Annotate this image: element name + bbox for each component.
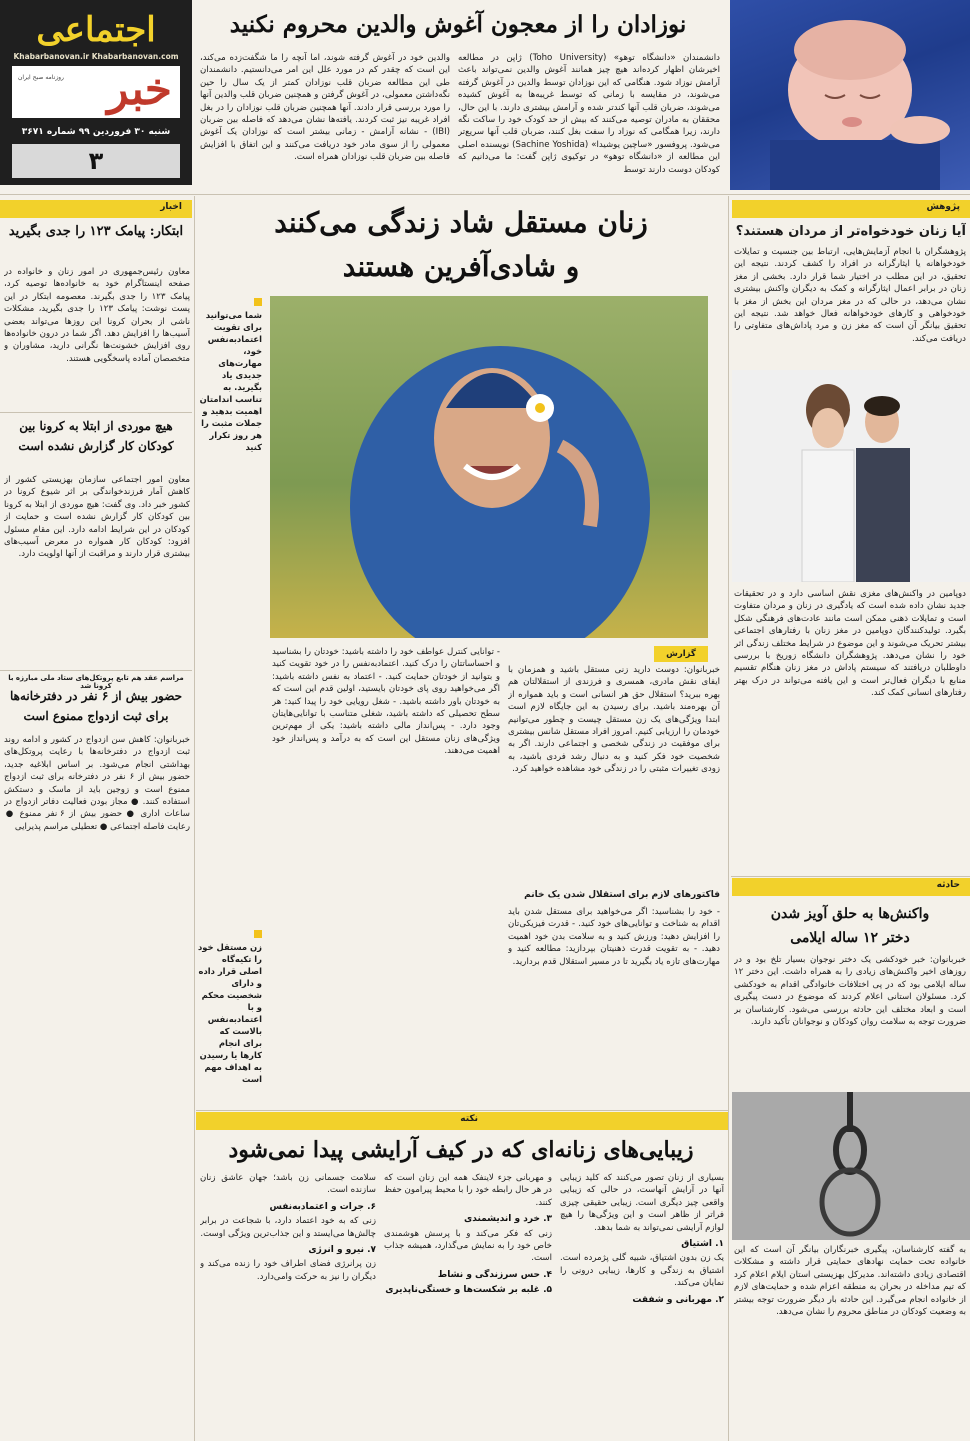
news-h3-kicker: مراسم عقد هم تابع پروتکل‌های ستاد ملی مبارزه با کرونا شد bbox=[8, 674, 184, 690]
top-story-col2: والدین خود در آغوش گرفته شوند، اما آنچه را ما شگفت‌زده می‌کند، این است که چقدر کم در مورد علل این امر می‌دانستیم. دانشمندان طی این مطالعه ضربان قلب نوزادان کمتر از یک سال را حین نگه‌داشتن معمولی، در آغوش گرفتن و همچنین ضربان قلب والدین آنها را مورد بررسی قرار دادند. آنها همچنین ضربان قلب نوزادان را در بغل افراد غریبه نیز ثبت کردند. یافته‌ها نشان می‌دهد که فاصله بین ضربان (IBI) - نشانه آرامش - زمانی بیشتر است که نوزادان یک آغوش معمولی را از سوی مادر خود دریافت می‌کنند و این اتفاق با افزایش فاصله بین ضربان قلب نوزادان همراه است. bbox=[200, 53, 450, 163]
logo: خبر bbox=[107, 64, 172, 115]
woman-illustration bbox=[270, 296, 708, 638]
research-title: آیا زنان خودخواه‌تر از مردان هستند؟ bbox=[735, 224, 966, 239]
incident-p2: به گفته کارشناسان، پیگیری خبرنگاران بیانگر آن است که این خانواده تحت حمایت نهادهای حمایتی قرار داشته و مشکلات اقتصادی زیادی داشته‌اند. مدیرکل بهزیستی استان ایلام اعلام کرد که تیم مداخله در بحران به منطقه اعزام شده و حمایت‌های لازم از خانواده انجام می‌گیرد. این حادثه بار دیگر ضرورت توجه بیشتر به وضعیت کودکان در مناطق محروم را نشان می‌دهد. bbox=[734, 1245, 966, 1318]
noose-photo bbox=[732, 1092, 970, 1240]
main-headline-1: زنان مستقل شاد زندگی می‌کنند bbox=[274, 206, 648, 239]
bottom-col1b-text: یک زن بدون اشتیاق، شبیه گلی پژمرده است. اشتیاق به زندگی و کارها، زیبایی درونی را نمایان می‌کند. bbox=[560, 1253, 724, 1289]
news-label-bar bbox=[0, 200, 192, 218]
pull-quote-text: شما می‌توانید برای تقویت اعتمادبه‌نفس خود، مهارت‌های جدیدی یاد بگیرید. به تناسب اندامتان اهمیت بدهید و جملات مثبت را هر روز تکرار کنید bbox=[199, 310, 262, 452]
bottom-headline: زیبایی‌های زنانه‌ای که در کیف آرایشی پیدا نمی‌شود bbox=[228, 1137, 694, 1163]
report-label-text: گزارش bbox=[666, 649, 696, 659]
bottom-s1: ۱. اشتیاق bbox=[681, 1239, 724, 1250]
main-col1: خبربانوان: دوست دارید زنی مستقل باشید و همزمان با ایفای نقش مادری، همسری و فرزندی از استقلالتان هم بهره ببرید؟ استقلال حق هر انسانی است و باید همواره از آن بهره‌مند باشید. برای رسیدن به این جایگاه لازم است ابتدا ویژگی‌های یک زن مستقل چیست و چطور می‌توانیم خودمان را ارزیابی کنیم. امروز افراد مستقل شانس بیشتری برای موفقیت در زندگی شخصی و اجتماعی دارند. اگر به شخصیت خود فکر کنید و به دنبال رشد فردی باشید، به زودی تغییرات مثبتی را در زندگی خود مشاهده خواهید کرد. bbox=[508, 665, 720, 775]
research-p2: دوپامین در واکنش‌های مغزی نقش اساسی دارد و در تحقیقات جدید نشان داده شده است که یادگیری در زنان و مردان متفاوت است و تمایلات ذهنی ممکن است مانند عادت‌های فرهنگی شکل بگیرد. تولیدکنندگان دوپامین در مغز زنان با رفتارهای اجتماعی بیشتر تحریک می‌شوند و این موضوع در شرایط مختلف زندگی اثر خود را نشان می‌دهد. پژوهشگران دانشگاه زوریخ با بررسی داوطلبان دریافتند که سیستم پاداش در مغز زنان هنگام تقسیم منابع با دیگران فعال‌تر است و این یافته می‌تواند در درک بهتر رفتارهای انسانی کمک کند. bbox=[734, 589, 966, 699]
bottom-col3 bbox=[200, 1172, 376, 1438]
section-title: اجتماعی bbox=[36, 10, 156, 50]
woman-photo bbox=[270, 296, 708, 638]
side-quote-text: زن مستقل خود را تکیه‌گاه اصلی قرار داده و دارای شخصیت محکم و با اعتمادبه‌نفس بالاست که برای انجام کارها یا رسیدن به اهداف مهم است bbox=[198, 942, 262, 1084]
news-p1: معاون رئیس‌جمهوری در امور زنان و خانواده در صفحه اینستاگرام خود به خانواده‌ها توصیه کرد، پیامک ۱۲۳ را جدی بگیرند. معصومه ابتکار در این پست نوشت: پیامک ۱۲۳ را جدی بگیرید، مشکلات ناشی از بحران کرونا این روزها می‌تواند بعضی آسیب‌ها را افزایش دهد. اگر شما در درون خانواده‌ها روی افزایش خشونت‌ها نگرانی دارید، مشاوران و متخصصان آماده پاسخگویی هستند. bbox=[4, 267, 190, 364]
bottom-s4: ۴. حس سرزندگی و نشاط bbox=[437, 1269, 552, 1280]
incident-title-2: دختر ۱۲ ساله ایلامی bbox=[790, 930, 910, 946]
logo-subtitle: روزنامه صبح ایران bbox=[18, 74, 64, 81]
news-h2: هیچ موردی از ابتلا به کرونا بین کودکان کار گزارش نشده است bbox=[18, 419, 174, 453]
logo-box bbox=[12, 66, 180, 118]
bottom-col3-text: سلامت جسمانی زن باشد؛ جهان عاشق زنان سازنده است. bbox=[200, 1173, 376, 1196]
bottom-s5: ۵. غلبه بر شکست‌ها و خستگی‌ناپذیری bbox=[385, 1285, 552, 1296]
masthead bbox=[0, 0, 192, 185]
square-bullet-icon bbox=[254, 298, 262, 306]
research-label: پژوهش bbox=[926, 202, 960, 212]
bottom-col1 bbox=[560, 1172, 724, 1438]
bottom-col3c-text: زن پرانرژی فضای اطراف خود را زنده می‌کند و دیگران را نیز به حرکت وامی‌دارد. bbox=[200, 1259, 376, 1282]
bottom-s3: ۳. خرد و اندیشمندی bbox=[464, 1214, 552, 1225]
bottom-s6: ۶. جرات و اعتمادبه‌نفس bbox=[269, 1201, 376, 1212]
main-col1b: - خود را بشناسید: اگر می‌خواهید برای مستقل شدن باید اقدام به شناخت و توانایی‌های خود کنید. - قدرت فیزیکی‌تان را افزایش دهید: ورزش کنید و به سلامت بدن خود اهمیت دهید. - به تقویت قدرت ذهنیتان بپردازید: مطالعه کنید و مهارت‌های تازه یاد بگیرید تا در مسیر استقلال قدم بردارید. bbox=[508, 907, 720, 967]
bottom-col3b-text: زنی که به خود اعتماد دارد، با شجاعت در برابر چالش‌ها می‌ایستد و این جذاب‌ترین ویژگی اوست. bbox=[200, 1216, 376, 1239]
bottom-col2b-text: زنی که فکر می‌کند و با پرسش هوشمندی خاص خود را به نمایش می‌گذارد، همیشه جذاب است. bbox=[384, 1228, 552, 1264]
pull-quote bbox=[198, 298, 262, 458]
top-story-headline: نوزادان را از معجون آغوش والدین محروم نکنید bbox=[229, 11, 687, 38]
bottom-s2: ۲. مهربانی و شفقت bbox=[632, 1294, 724, 1305]
news-p3: خبربانوان: کاهش سن ازدواج در کشور و ادامه روند ثبت ازدواج در دفترخانه‌ها با رعایت پروتکل‌های بهداشتی انجام می‌شود. بر اساس ابلاغیه جدید، حضور بیش از ۶ نفر در دفترخانه برای ثبت ازدواج ممنوع است و زوجین باید از ماسک و دستکش استفاده کنند. ● مجاز بودن فعالیت دفاتر ازدواج در ساعات اداری ● حضور بیش از ۶ نفر ممنوع ● رعایت فاصله اجتماعی ● تعطیلی مراسم پذیرایی bbox=[4, 735, 190, 832]
tip-label: نکته bbox=[460, 1114, 478, 1124]
square-bullet-icon-2 bbox=[254, 930, 262, 938]
news-p2: معاون امور اجتماعی سازمان بهزیستی کشور از کاهش آمار فرزندخواندگی بر اثر شیوع کرونا در کشور خبر داد. وی گفت: هیچ موردی از ابتلا به کرونا بین کودکان کار گزارش نشده است و حمایت از کودکان در این شرایط ادامه دارد. این مقام مسئول افزود: کودکان کار همواره در معرض آسیب‌های بیشتری قرار دارند و مراقبت از آنها اولویت دارد. bbox=[4, 475, 190, 560]
bottom-s7: ۷. نیرو و انرژی bbox=[308, 1245, 376, 1256]
incident-label-bar bbox=[732, 878, 970, 896]
report-label bbox=[654, 646, 708, 662]
incident-title-1: واکنش‌ها به حلق آویز شدن bbox=[770, 906, 930, 922]
issue-date: شنبه ۳۰ فروردین ۹۹ شماره ۳۶۷۱ bbox=[21, 127, 171, 137]
baby-illustration bbox=[730, 0, 970, 190]
research-label-bar bbox=[732, 200, 970, 218]
main-col2: - توانایی کنترل عواطف خود را داشته باشید: خودتان را بشناسید و احساساتتان را درک کنید. اعتمادبه‌نفس را در خود تقویت کنید و بتوانید از خودتان حمایت کنید. - اعتماد به نفس داشته باشید: اگر می‌خواهید روی پای خودتان بایستید، اولین قدم این است که به خودتان باور داشته باشید. - شغل رویایی خود را پیدا کنید: هر سطح تحصیلی که داشته باشید، شغلی متناسب با توانایی‌هایتان وجود دارد. - پس‌انداز مالی داشته باشید: یکی از مهم‌ترین ویژگی‌های زنان مستقل این است که به درآمد و پس‌انداز خود اهمیت می‌دهند. bbox=[272, 647, 500, 757]
bottom-col1-text: بسیاری از زنان تصور می‌کنند که کلید زیبایی آنها در آرایش آنهاست، در حالی که زیبایی واقعی چیز دیگری است. زیبایی حقیقی چیزی فراتر از ظاهر است و این ویژگی‌ها را هیچ لوازم آرایشی نمی‌تواند به شما بدهد. bbox=[560, 1173, 724, 1233]
side-quote bbox=[198, 930, 262, 1106]
bottom-col2 bbox=[384, 1172, 552, 1438]
news-h1: ابتکار: پیامک ۱۲۳ را جدی بگیرید bbox=[8, 224, 184, 239]
couple-illustration bbox=[732, 370, 970, 582]
site-url: Khabarbanovan.ir Khabarbanovan.com bbox=[13, 52, 179, 61]
top-story-col1: دانشمندان «دانشگاه توهو» (Toho University) ژاپن در مطالعه اخیرشان اظهار کرده‌اند هیچ چیز همانند آغوش والدین نمی‌تواند باعث آرامش نوزاد شود. هنگامی که این نوزادان توسط والدین در آغوش گرفته می‌شوند، در مقایسه با زمانی که توسط غریبه‌ها به آغوش کشیده می‌شوند، ضربان قلب آنها کندتر شده و آرامش بیشتری دارند. با این حال، محققان به مادران توصیه می‌کنند که بیش از حد کودک خود را ساکت نگه دارند، زیرا همگامی که نوزاد را سفت بغل کنند، ضربان قلب آنها سریع‌تر می‌شود. پروفسور «ساچین یوشیدا» (Sachine Yoshida) نویسنده اصلی این مطالعه از «دانشگاه توهو» در توکیوی ژاپن گفت: ما می‌دانیم که کودکان دوست دارند توسط bbox=[458, 53, 720, 175]
page-number: ۳ bbox=[88, 147, 104, 175]
incident-label: حادثه bbox=[936, 880, 960, 890]
bottom-col2-text: و مهربانی جزء لاینفک همه این زنان است که در هر حال رابطه خود را با محیط پیرامون حفظ کنند. bbox=[384, 1173, 552, 1208]
research-p1: پژوهشگران با انجام آزمایش‌هایی، ارتباط بین جنسیت و تمایلات خودخواهانه یا ایثارگرانه در افراد را کشف کردند. نتیجه این تحقیق، در این مطلب در اختیار شما قرار دارد. بخشی از مغز زنان در برابر اعمال ایثارگرانه و کمک به دیگران واکنش بیشتری نشان می‌دهد، در حالی که در مغز مردان این بخش از مغز با خودخواهی و کارهای خودخواهانه فعال خواهد شد. نتیجه این تحقیق بیانگر آن است که مغز زن و مرد پاداش‌های متفاوتی را دریافت می‌کند. bbox=[734, 247, 966, 344]
main-sub1: فاکتورهای لازم برای استقلال شدن یک خانم bbox=[524, 890, 720, 900]
tip-label-bar bbox=[196, 1112, 728, 1130]
main-headline-2: و شادی‌آفرین هستند bbox=[342, 250, 580, 283]
news-h3: حضور بیش از ۶ نفر در دفترخانه‌ها برای ثبت ازدواج ممنوع است bbox=[9, 689, 183, 723]
noose-illustration bbox=[732, 1092, 970, 1240]
baby-photo bbox=[730, 0, 970, 190]
news-label: اخبار bbox=[160, 202, 182, 212]
couple-photo bbox=[732, 370, 970, 582]
incident-p1: خبربانوان: خبر خودکشی یک دختر نوجوان بسیار تلخ بود و در روزهای اخیر واکنش‌های زیادی را به همراه داشت. این دختر ۱۲ ساله ایلامی بود که در پی اختلافات خانوادگی اقدام به خودکشی کرد. مسئولان استانی اعلام کردند که موضوع در دست پیگیری است و ابعاد مختلف این حادثه بررسی می‌شود. کارشناسان بر ضرورت توجه به سلامت روان کودکان و نوجوانان تأکید دارند. bbox=[734, 955, 966, 1028]
page-number-box bbox=[12, 144, 180, 178]
